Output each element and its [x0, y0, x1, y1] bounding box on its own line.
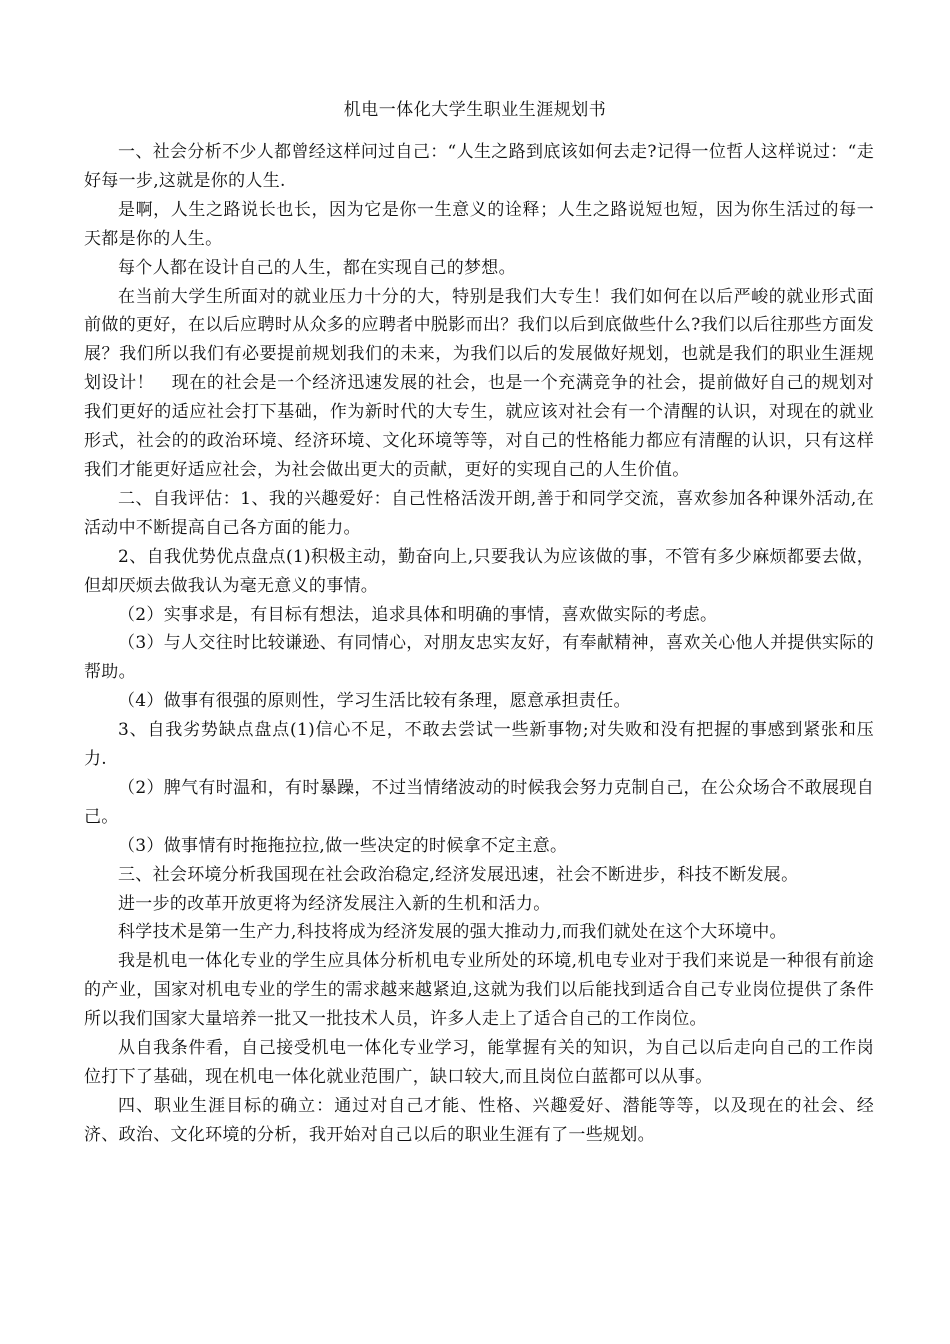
paragraph: 从自我条件看，自己接受机电一体化专业学习，能掌握有关的知识，为自己以后走向自己的工作岗位打下了基础，现在机电一体化就业范围广，缺口较大,而且岗位白蓝都可以从事。 — [84, 1038, 874, 1087]
paragraph-career-goals: 四、职业生涯目标的确立：通过对自己才能、性格、兴趣爱好、潜能等等，以及现在的社会、经济、政治、文化环境的分析，我开始对自己以后的职业生涯有了一些规划。 — [84, 1095, 874, 1145]
paragraph-weaknesses: 3、自我劣势缺点盘点(1)信心不足，不敢去尝试一些新事物;对失败和没有把握的事感到紧张和压力. — [84, 720, 874, 770]
paragraph-environment-analysis: 三、社会环境分析我国现在社会政治稳定,经济发展迅速，社会不断进步，科技不断发展。 — [118, 864, 799, 885]
paragraph: 进一步的改革开放更将为经济发展注入新的生机和活力。 — [118, 893, 551, 914]
paragraph: 我是机电一体化专业的学生应具体分析机电专业所处的环境,机电专业对于我们来说是一种很有前途的产业，国家对机电专业的学生的需求越来越紧迫,这就为我们以后能找到适合自己专业岗位提供了条件所以我们国家大量培养一批又一批技术人员，许多人走上了适合自己的工作岗位。 — [84, 951, 874, 1030]
paragraph: （2）脾气有时温和，有时暴躁，不过当情绪波动的时候我会努力克制自己，在公众场合不敢展现自己。 — [84, 777, 874, 827]
paragraph: （4）做事有很强的原则性，学习生活比较有条理，愿意承担责任。 — [118, 691, 631, 712]
paragraph: 在当前大学生所面对的就业压力十分的大，特别是我们大专生！我们如何在以后严峻的就业形式面前做的更好，在以后应聘时从众多的应聘者中脱影而出？我们以后到底做些什么?我们以后往那些方面发展？我们所以我们有必要提前规划我们的未来，为我们以后的发展做好规划，也就是我们的职业生涯规划设计！ 现在的社会是一个经济迅速发展的社会，也是一个充满竞争的社会，提前做好自己的规划对我们更好的适应社会打下基础，作为新时代的大专生，就应该对社会有一个清醒的认识，对现在的就业形式，社会的的政治环境、经济环境、文化环境等等，对自己的性格能力都应有清醒的认识，只有这样我们才能更好适应社会，为社会做出更大的贡献，更好的实现自己的人生价值。 — [84, 286, 874, 480]
paragraph: （3）做事情有时拖拖拉拉,做一些决定的时候拿不定主意。 — [118, 835, 568, 856]
paragraph-self-assessment: 二、自我评估：1、我的兴趣爱好：自己性格活泼开朗,善于和同学交流，喜欢参加各种课外活动,在活动中不断提高自己各方面的能力。 — [84, 488, 874, 538]
paragraph: 是啊，人生之路说长也长，因为它是你一生意义的诠释；人生之路说短也短，因为你生活过的每一天都是你的人生。 — [84, 199, 874, 249]
paragraph: 每个人都在设计自己的人生，都在实现自己的梦想。 — [118, 257, 516, 278]
paragraph: （3）与人交往时比较谦逊、有同情心，对朋友忠实友好，有奉献精神，喜欢关心他人并提供实际的帮助。 — [84, 633, 874, 683]
paragraph-strengths: 2、自我优势优点盘点(1)积极主动，勤奋向上,只要我认为应该做的事，不管有多少麻烦都要去做，但却厌烦去做我认为毫无意义的事情。 — [84, 546, 874, 596]
paragraph: （2）实事求是，有目标有想法，追求具体和明确的事情，喜欢做实际的考虑。 — [118, 604, 718, 625]
paragraph: 科学技术是第一生产力,科技将成为经济发展的强大推动力,而我们就处在这个大环境中。 — [118, 922, 787, 943]
document-title: 机电一体化大学生职业生涯规划书 — [343, 100, 607, 120]
paragraph-social-analysis: 一、社会分析不少人都曾经这样问过自己：“人生之路到底该如何去走?记得一位哲人这样说过：“走好每一步,这就是你的人生. — [84, 142, 874, 191]
document-body — [84, 138, 874, 1150]
